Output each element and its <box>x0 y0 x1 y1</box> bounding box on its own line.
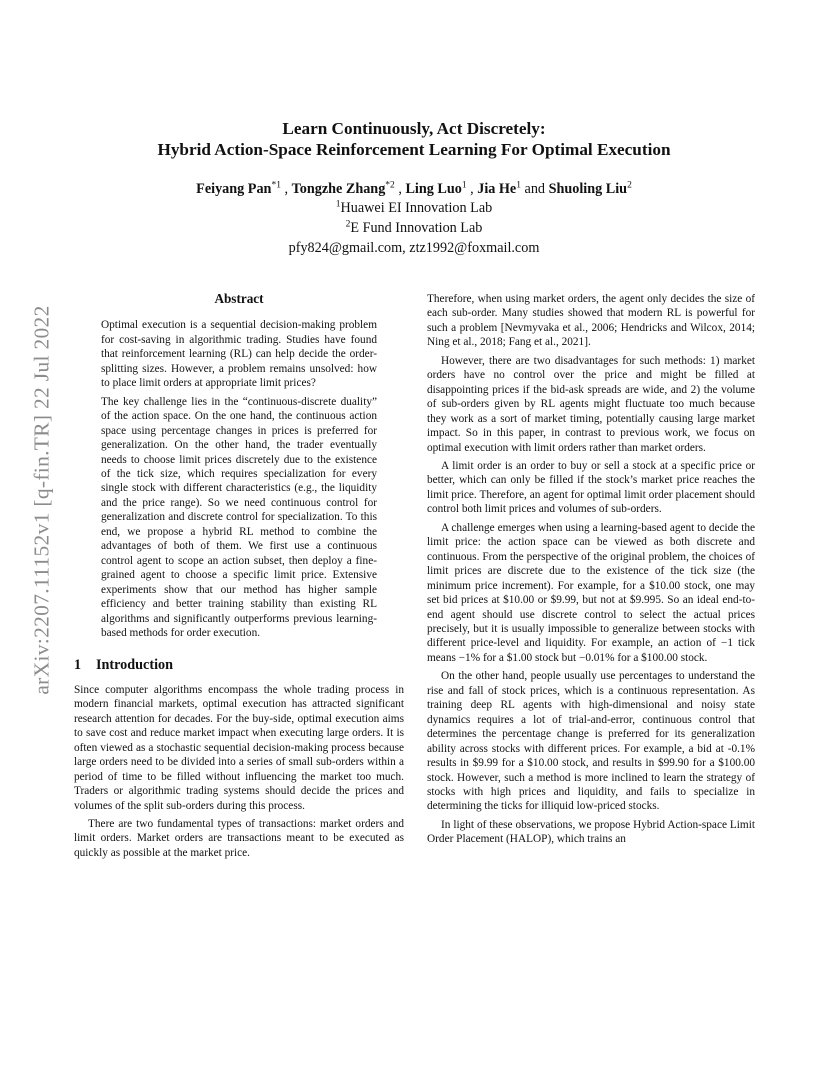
author-name: Ling Luo <box>405 181 462 197</box>
affiliation-text: Huawei EI Innovation Lab <box>340 200 493 216</box>
body-paragraph: In light of these observations, we propose Hybrid Action-space Limit Order Placement (HALOP), which trains an <box>427 818 755 846</box>
paper-header <box>74 118 754 258</box>
author-name: Tongzhe Zhang <box>291 181 386 197</box>
body-paragraph: On the other hand, people usually use percentages to understand the rise and fall of stock prices, which is a continuous representation. As training deep RL agents with high-dimensional and noisy state dynamics requires a lot of trial-and-error, continuous control that determines the percentage change is preferred for its generalization ability across stocks with different prices. For example, a bid at -0.1% results in $9.99 for a $10.00 stock, and results in $99.90 for a $100.00 stock. However, such a method is more inclined to learn the strategy of stocks with high prices and liquidity, and fails to specialize in determining the ticks for illiquid low-priced stocks. <box>427 670 755 813</box>
abstract-paragraph: Optimal execution is a sequential decision-making problem for cost-saving in algorithmic trading. Studies have found that reinforcement learning (RL) can help decide the order-splitting sizes. However, a problem remains unsolved: how to place limit orders at appropriate limit prices? <box>101 319 377 390</box>
body-paragraph: There are two fundamental types of transactions: market orders and limit orders. Market orders are transactions meant to be executed as quickly as possible at the market price. <box>74 817 404 859</box>
body-paragraph: A challenge emerges when using a learning-based agent to decide the limit price: the action space can be viewed as both discrete and continuous. From the perspective of the original problem, the choices of limit prices are discrete due to the existence of the tick size (the minimum price increment). For example, for a $10.00 stock, one may set bid prices at $10.00 or $9.99, but not at $9.995. So an ideal end-to-end agent should use discrete control to select the actual prices precisely, but it is usually impossible to generalize between stocks with different price-level and liquidity. For example, an action of −1 tick means −1% for a $1.00 stock but −0.01% for a $100.00 stock. <box>427 521 755 664</box>
right-column <box>427 292 755 851</box>
author-affil-mark: 1 <box>461 180 467 191</box>
body-paragraph: Therefore, when using market orders, the agent only decides the size of each sub-order. Many studies showed that modern RL is powerful for such a problem [Nevmyvaka et al., 2006; Hendricks and Wilcox, 2014; Ning et al., 2018; Fang et al., 2021]. <box>427 293 755 349</box>
author-affil-mark: *1 <box>271 180 281 191</box>
body-paragraph: However, there are two disadvantages for such methods: 1) market orders have no control over the price and might be filled at disappointing prices if the bid-ask spreads are wide, and 2) the volume of sub-orders given by RL agents might fluctuate too much because they work as a sort of market timing, potentially causing large market impact. So in this paper, in contrast to previous work, we focus on optimal execution with limit orders rather than market orders. <box>427 354 755 454</box>
affiliation <box>74 198 754 218</box>
author-separator: , <box>466 181 478 197</box>
body-paragraph: A limit order is an order to buy or sell a stock at a specific price or better, which can only be filled if the stock’s market price reaches the limit price. Therefore, an agent for optimal limit order placement should control both limit prices and volumes of sub-orders. <box>427 459 755 516</box>
arxiv-side-stamp <box>22 290 62 710</box>
section-number: 1 <box>74 657 82 674</box>
paper-title-line2: Hybrid Action-Space Reinforcement Learning For Optimal Execution <box>157 140 671 159</box>
section-heading <box>74 658 404 672</box>
abstract-heading: Abstract <box>214 291 264 306</box>
author-affil-mark: *2 <box>385 180 395 191</box>
author-emails: pfy824@gmail.com, ztz1992@foxmail.com <box>288 240 540 256</box>
author-list <box>74 180 754 198</box>
abstract-body <box>74 318 404 640</box>
affiliation-mark: 1 <box>335 199 341 210</box>
author-affil-mark: 1 <box>516 180 521 191</box>
author-name: Jia He <box>477 181 517 197</box>
author-separator: and <box>520 181 549 197</box>
body-paragraph: Since computer algorithms encompass the whole trading process in modern financial markets, optimal execution has attracted significant research attention for decades. For the buy-side, optimal execution aims to save cost and reduce market impact when executing large orders. It is often viewed as a stochastic sequential decision-making process because large orders need to be divided into a series of small sub-orders within a period of time to be filled without influencing the market too much. Traders or algorithmic trading systems should decide the prices and volumes of the split sub-orders during this process. <box>74 683 404 812</box>
arxiv-id-text: arXiv:2207.11152v1 [q-fin.TR] 22 Jul 2022 <box>29 305 54 695</box>
paper-title-line1: Learn Continuously, Act Discretely: <box>282 119 546 138</box>
author-name: Shuoling Liu <box>548 181 628 197</box>
left-column <box>74 292 404 864</box>
author-separator: , <box>280 181 292 197</box>
author-affil-mark: 2 <box>627 180 632 191</box>
affiliation-text: E Fund Innovation Lab <box>350 220 483 236</box>
author-name: Feiyang Pan <box>196 181 272 197</box>
author-separator: , <box>394 181 406 197</box>
affiliation-mark: 2 <box>345 219 351 230</box>
abstract-paragraph: The key challenge lies in the “continuous-discrete duality” of the action space. On the one hand, the continuous action space using percentage changes in prices is preferred for generalization. On the other hand, the trader eventually needs to choose limit prices discretely due to the existence of the tick size, which requires specialization for every single stock with different characteristics (e.g., the liquidity and the price range). So we need continuous control for generalization and discrete control for specialization. To this end, we propose a hybrid RL method to combine the advantages of both of them. We first use a continuous control agent to scope an action subset, then deploy a fine-grained agent to choose a specific limit price. Extensive experiments show that our method has higher sample efficiency and better training stability than existing RL algorithms and significantly outperforms previous learning-based methods for order execution. <box>101 395 377 639</box>
section-title: Introduction <box>96 657 173 674</box>
affiliation <box>74 218 754 238</box>
